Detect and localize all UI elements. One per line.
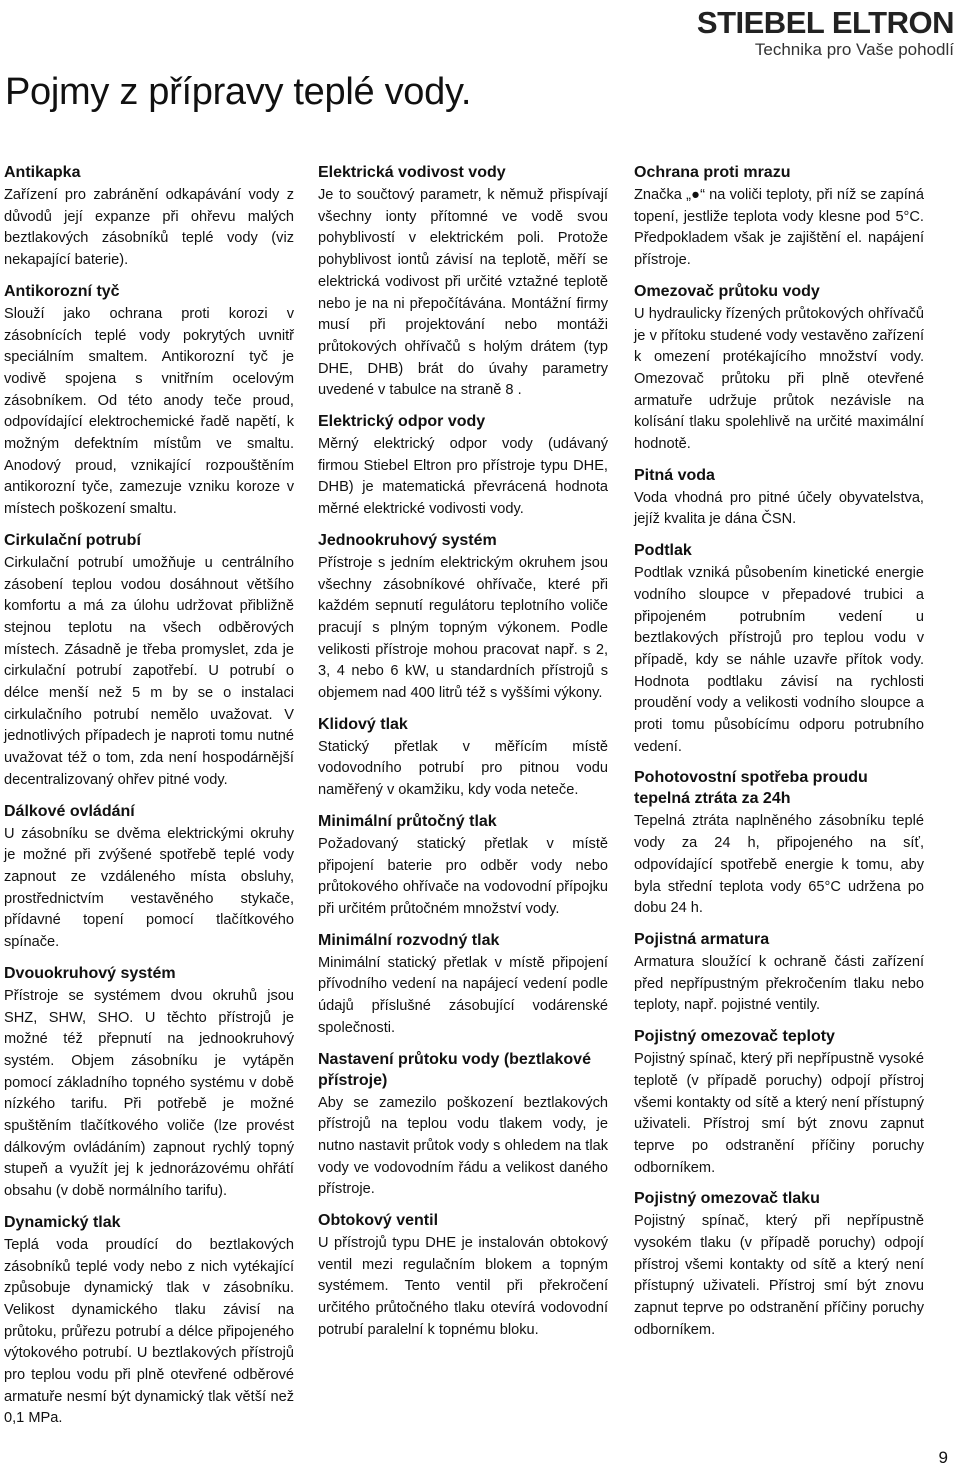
entry-heading: Elektrická vodivost vody	[318, 164, 506, 181]
glossary-entry	[4, 162, 294, 272]
glossary-entry	[318, 530, 608, 705]
entry-heading: Minimální průtočný tlak	[318, 812, 497, 830]
entry-heading: Antikorozní tyč	[4, 282, 120, 300]
entry-text: Armatura sloužící k ochraně části zařízení před nepřípustným překročením tlaku nebo teploty, např. pojistné ventily.	[634, 953, 924, 1014]
entry-text: Podtlak vzniká působením kinetické energie vodního sloupce v přepadové trubici a připojeném potrubním vedení u beztlakových přístrojů pro teplou vodu v případě, kdy se náhle uzavře přítok vody. Hodnota podtlaku závisí na rychlosti proudění vody a velikosti vodního sloupce a proti tomu působícímu odporu potrubního vedení.	[634, 565, 924, 755]
entry-text: Je to součtový parametr, k němuž přispívají všechny ionty přítomné ve vodě svou pohyblivostí v elektrickém poli. Protože pohyblivost iontů závisí na teplotě, měří se elektrická vodivost při určité vztažné teplotě nebo je na ni přepočítávána. Montážní firmy musí při projektování nebo montáži průtokových ohřívačů s holým drátem (typ DHE, DHB) brát do úvahy parametry uvedené v tabulce na straně 8 .	[318, 187, 608, 399]
entry-text: Požadovaný statický přetlak v místě připojení baterie pro odběr vody nebo průtokového ohřívače na vodovodní přípojku při určitém průtočném množství vody.	[318, 835, 608, 917]
entry-heading: Dálkové ovládání	[4, 802, 135, 820]
glossary-entry	[318, 811, 608, 921]
entry-text: Přístroje se systémem dvou okruhů jsou SHZ, SHW, SHO. U těchto přístrojů je možné též přepnutí na jednookruhový systém. Objem zásobníku je vytápěn pomocí základního topného systému v době nízkého tarifu. Při potřebě je možné spuštěním tlačítkového voliče (lze provést dálkovým ovládáním) zapnout rychlý topný stupeň a využít jej k jednorázovému ohřátí obsahu (v době normálního tarifu).	[4, 987, 294, 1200]
text-column-3	[634, 162, 924, 1351]
entry-text: U přístrojů typu DHE je instalován obtokový ventil mezi regulačním blokem a topným systémem. Tento ventil při překročení určitého průtočného tlaku otevírá vodovodní potrubí paralelní k topnému bloku.	[318, 1235, 608, 1338]
entry-heading: Pojistná armatura	[634, 930, 770, 948]
glossary-entry	[318, 1210, 608, 1342]
entry-text: Statický přetlak v měřícím místě vodovodního potrubí pro pitnou vodu naměřený v okamžiku, kdy voda neteče.	[318, 738, 608, 799]
glossary-entry	[318, 1049, 608, 1202]
glossary-entry	[634, 767, 924, 920]
entry-text: Minimální statický přetlak v místě připojení přívodního vedení na napájecí vedení podle údajů příslušné zásobující vodárenské společnosti.	[318, 954, 608, 1036]
entry-text: Slouží jako ochrana proti korozi v zásobnících teplé vody pokrytých uvnitř speciálním smaltem. Antikorozní tyč je vodivě spojena s vnitřním ocelovým zásobníkem. Od této anody teče proud, odpovídající elektrochemické řadě napětí, k možným defektním místům ve smaltu. Anodový proud, vznikající rozpouštěním antikorozní tyče, zamezuje vzniku koroze v místech poškození smaltu.	[4, 305, 294, 518]
glossary-entry	[634, 281, 924, 456]
entry-heading: Dvouokruhový systém	[4, 964, 176, 982]
entry-heading: Dynamický tlak	[4, 1213, 121, 1231]
glossary-entry	[318, 411, 608, 521]
entry-text: Voda vhodná pro pitné účely obyvatelstva, jejíž kvalita je dána ČSN.	[634, 489, 924, 528]
glossary-entry	[318, 930, 608, 1040]
glossary-entry	[634, 1188, 924, 1341]
brand-tagline: Technika pro Vaše pohodlí	[754, 40, 954, 59]
entry-text: Pojistný spínač, který při nepřípustně vysokém tlaku (v případě poruchy) odpojí přístroj všemi kontakty od sítě a který není přístupný uživateli. Přístroj smí být znovu zapnut teprve po odstranění příčiny poruchy odborníkem.	[634, 1213, 924, 1338]
entry-heading: Jednookruhový systém	[318, 531, 497, 549]
entry-heading: Pitná voda	[634, 466, 715, 484]
glossary-entry	[4, 963, 294, 1203]
entry-heading: Pojistný omezovač teploty	[634, 1028, 835, 1046]
glossary-entry	[634, 1026, 924, 1179]
entry-heading: Omezovač průtoku vody	[634, 282, 820, 300]
glossary-entry	[4, 281, 294, 521]
glossary-entry	[318, 714, 608, 802]
brand-logo	[697, 6, 954, 60]
entry-text: Aby se zamezilo poškození beztlakových přístrojů na teplou vodu tlakem vody, je nutno nastavit průtok vody s ohledem na tlak vody ve vodovodním řádu a velikost daného přístroje.	[318, 1094, 608, 1198]
entry-text: Přístroje s jedním elektrickým okruhem jsou všechny zásobníkové ohřívače, které při každém sepnutí regulátoru teplotního voliče pracují s plným topným výkonem. Podle velikosti přístroje mohou pracovat např. s 2, 3, 4 nebo 6 kW, u standardních přístrojů s objemem nad 400 litrů též s vyššími výkony.	[318, 554, 608, 702]
entry-heading: Ochrana proti mrazu	[634, 164, 791, 181]
glossary-entry	[318, 162, 608, 402]
entry-heading: Minimální rozvodný tlak	[318, 931, 500, 949]
entry-text: Tepelná ztráta naplněného zásobníku teplé vody za 24 h, připojeného na síť, odpovídající spotřebě energie k tomu, aby byla střední teplota vody 65°C udržena po dobu 24 h.	[634, 813, 924, 917]
glossary-entry	[634, 540, 924, 758]
glossary-entry	[4, 1212, 294, 1430]
entry-heading: Obtokový ventil	[318, 1212, 439, 1230]
entry-text: Zařízení pro zabránění odkapávání vody z důvodů její expanze při ohřevu malých beztlakových zásobníků teplé vody (viz nekapající baterie).	[4, 187, 294, 269]
entry-text: U hydraulicky řízených průtokových ohřívačů je v přítoku studené vody vestavěno zařízení k omezení protékajícího množství vody. Omezovač průtoku při plně otevřené armatuře udržuje průtok nezávisle na kolísání tlaku spolehlivě na určité maximální hodnotě.	[634, 305, 924, 453]
entry-heading: Pojistný omezovač tlaku	[634, 1190, 820, 1208]
entry-heading: Cirkulační potrubí	[4, 531, 141, 549]
entry-text: U zásobníku se dvěma elektrickými okruhy je možné při zvýšené spotřebě teplé vody zapnout ze vzdáleného místa obsluhy, prostřednictvím vestavěného stykače, přídavné topení pomocí tlačítkového spínače.	[4, 825, 294, 951]
glossary-entry	[634, 162, 924, 272]
entry-heading: Podtlak	[634, 542, 692, 560]
text-column-2	[318, 162, 608, 1351]
entry-heading: Pohotovostní spotřeba proudu tepelná ztráta za 24h	[634, 769, 868, 808]
entry-heading: Antikapka	[4, 164, 81, 181]
text-column-1	[4, 162, 294, 1439]
page-number: 9	[938, 1448, 948, 1467]
entry-heading: Nastavení průtoku vody (beztlakové přístroje)	[318, 1050, 591, 1089]
glossary-entry	[4, 801, 294, 954]
glossary-entry	[634, 929, 924, 1017]
glossary-entry	[4, 530, 294, 792]
entry-text: Teplá voda proudící do beztlakových zásobníků teplé vody nebo z nich vytékající způsobuje dynamický tlak v zásobníku. Velikost dynamického tlaku závisí na průtoku, průřezu potrubí a délce připojeného výtokového potrubí. U beztlakových přístrojů pro teplou vodu při plně otevřené odběrové armatuře nesmí být dynamický tlak větší než 0,1 MPa.	[4, 1236, 294, 1427]
entry-heading: Elektrický odpor vody	[318, 413, 486, 431]
brand-name: STIEBEL ELTRON	[696, 5, 954, 40]
entry-text: Měrný elektrický odpor vody (udávaný firmou Stiebel Eltron pro přístroje typu DHE, DHB) je matematická převrácená hodnota měrné elektrické vodivosti vody.	[318, 436, 608, 518]
glossary-entry	[634, 465, 924, 531]
page-title: Pojmy z přípravy teplé vody.	[5, 71, 472, 113]
entry-text: Značka „●“ na voliči teploty, při níž se zapíná topení, jestliže teplota vody klesne pod 5°C. Předpokladem však je zajištění el. napájení přístroje.	[634, 187, 924, 269]
entry-text: Pojistný spínač, který při nepřípustně vysoké teplotě (v případě poruchy) odpojí přístroj všemi kontakty od sítě a který není přístupný uživateli. Přístroj smí být znovu zapnut teprve po odstranění příčiny poruchy odborníkem.	[634, 1051, 924, 1176]
entry-heading: Klidový tlak	[318, 715, 408, 733]
entry-text: Cirkulační potrubí umožňuje u centrálního zásobení teplou vodou dosáhnout většího komfortu a má za úlohu udržovat přibližně stejnou teplotu na všech odběrových místech. Zásadně je třeba promyslet, zda je cirkulační potrubí zapotřebí. U potrubí o délce menší než 5 m by se o instalaci cirkulačního potrubí nemělo uvažovat. V jednotlivých případech je naproti tomu nutné uvažovat též o tom, zda není hospodárnější decentralizovaný ohřev pitné vody.	[4, 554, 294, 788]
